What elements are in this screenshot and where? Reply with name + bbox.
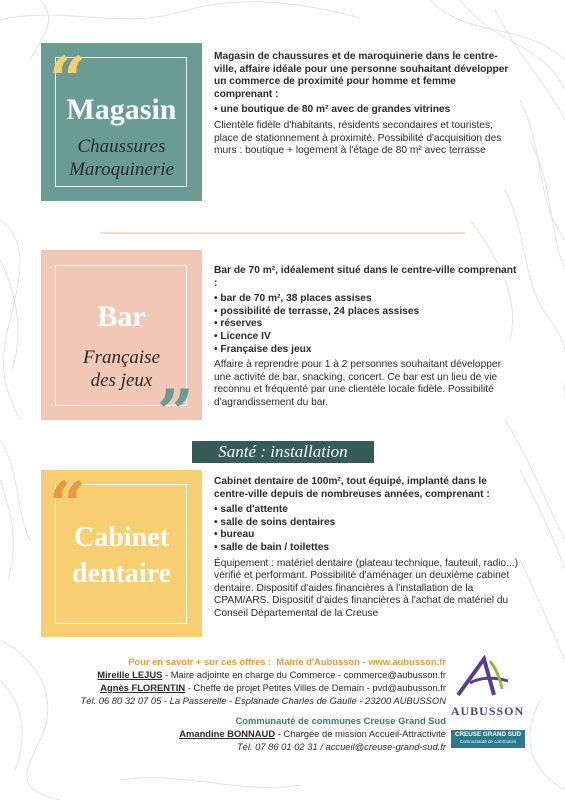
footer-phone: Tél. 07 86 01 02 31 / accueil@creuse-grand-sud.fr [236,741,446,752]
magasin-body: Clientèle fidèle d'habitants, résidents secondaires et touristes, place de stationnement à proximité. Possibilité d'acquisition des murs : boutique + logement à l'étage de 80 m² avec terrasse [214,119,502,157]
magasin-intro: Magasin de chaussures et de maroquinerie dans le centre-ville, affaire idéale pour une personne souhaitant développer un commerce de proximité pour homme et femme comprenant : [214,51,509,100]
contact-name: Amandine BONNAUD [179,728,276,739]
contact-name: Mireille LEJUS [97,669,163,680]
magasin-description [214,51,514,158]
card-subtitle-line2: Maroquinerie [69,159,174,180]
list-item: • une boutique de 80 m² avec de grandes vitrines [214,104,451,116]
list-item: • réserves [214,318,263,330]
list-item: • salle de soins dentaires [214,516,336,528]
card-subtitle-line1: Française [82,347,161,368]
bar-description [214,265,519,410]
list-item: • Française des jeux [214,343,312,355]
cabinet-description [214,476,519,621]
list-item: • bureau [214,529,255,541]
list-item: • salle de bain / toilettes [214,541,330,553]
contact-name: Agnès FLORENTIN [100,682,186,693]
footer-more-info: Pour en savoir + sur ces offres : [128,656,272,667]
footer-address: Tél. 06 80 32 07 05 - La Passerelle - Esplanade Charles de Gaulle - 23200 AUBUSSON [80,695,446,706]
quote-open-icon: “ [49,468,80,543]
aubusson-logo-text: AUBUSSON [450,704,525,718]
contact-role: - Cheffe de projet Petites Villes de Demain - pvd@aubusson.fr [185,682,446,693]
card-title-line1: Cabinet [74,522,169,553]
card-subtitle-line1: Chaussures [77,136,166,157]
footer-communaute: Communauté de communes Creuse Grand Sud [235,715,446,726]
footer-contacts [30,655,446,753]
creuse-logo-subtext: Communauté de communes [459,739,517,744]
list-item: • salle d'attente [214,504,288,516]
card-subtitle-line2: des jeux [90,370,153,391]
quote-open-icon: “ [49,43,80,118]
list-item: • possibilité de terrasse, 24 places assises [214,305,420,317]
magasin-bullets [214,104,514,117]
footer-mairie: Mairie d'Aubusson - www.aubusson.fr [276,656,446,667]
contact-role: - Chargée de mission Accueil-Attractivité [275,728,446,739]
contact-role: - Maire adjointe en charge du Commerce - commerce@aubusson.fr [162,669,446,680]
cabinet-card [41,470,202,637]
creuse-logo-text: CREUSE GRAND SUD [454,731,522,738]
bar-body: Affaire à reprendre pour 1 à 2 personnes souhaitant développer une activité de bar, snacking, concert. Ce bar est un lieu de vie reconnu et fréquenté par une clientèle locale fidèle. Possibilité d'agrandissement du bar. [214,359,501,408]
bar-intro: Bar de 70 m², idéalement situé dans le centre-ville comprenant : [214,265,517,289]
aubusson-logo [450,655,525,718]
cabinet-intro: Cabinet dentaire de 100m², tout équipé, implanté dans le centre-ville depuis de nombreuses années, comprenant : [214,476,490,500]
card-title: Bar [97,300,146,333]
aubusson-logo-mark [450,655,525,699]
bar-bullets [214,293,519,356]
creuse-grand-sud-logo [451,730,525,748]
section-banner: Santé : installation [192,441,374,463]
list-item: • bar de 70 m², 38 places assises [214,293,372,305]
section-divider [100,232,465,234]
bar-card [41,250,202,451]
card-title: Magasin [66,93,177,126]
list-item: • Licence IV [214,330,271,342]
cabinet-body: Équipement : matériel dentaire (plateau technique, fauteuil, radio...) vérifié et performant. Possibilité d'aménager un deuxième cabinet dentaire. Dispositif d'aides financières à l'installation de la CPAM/ARS. Dispositif d'aides financières à l'achat de matériel du Conseil Départemental de la Creuse [214,557,519,619]
quote-close-icon: ” [157,376,188,451]
card-title-line2: dentaire [71,558,172,589]
cabinet-bullets [214,504,519,554]
magasin-card [41,43,202,201]
